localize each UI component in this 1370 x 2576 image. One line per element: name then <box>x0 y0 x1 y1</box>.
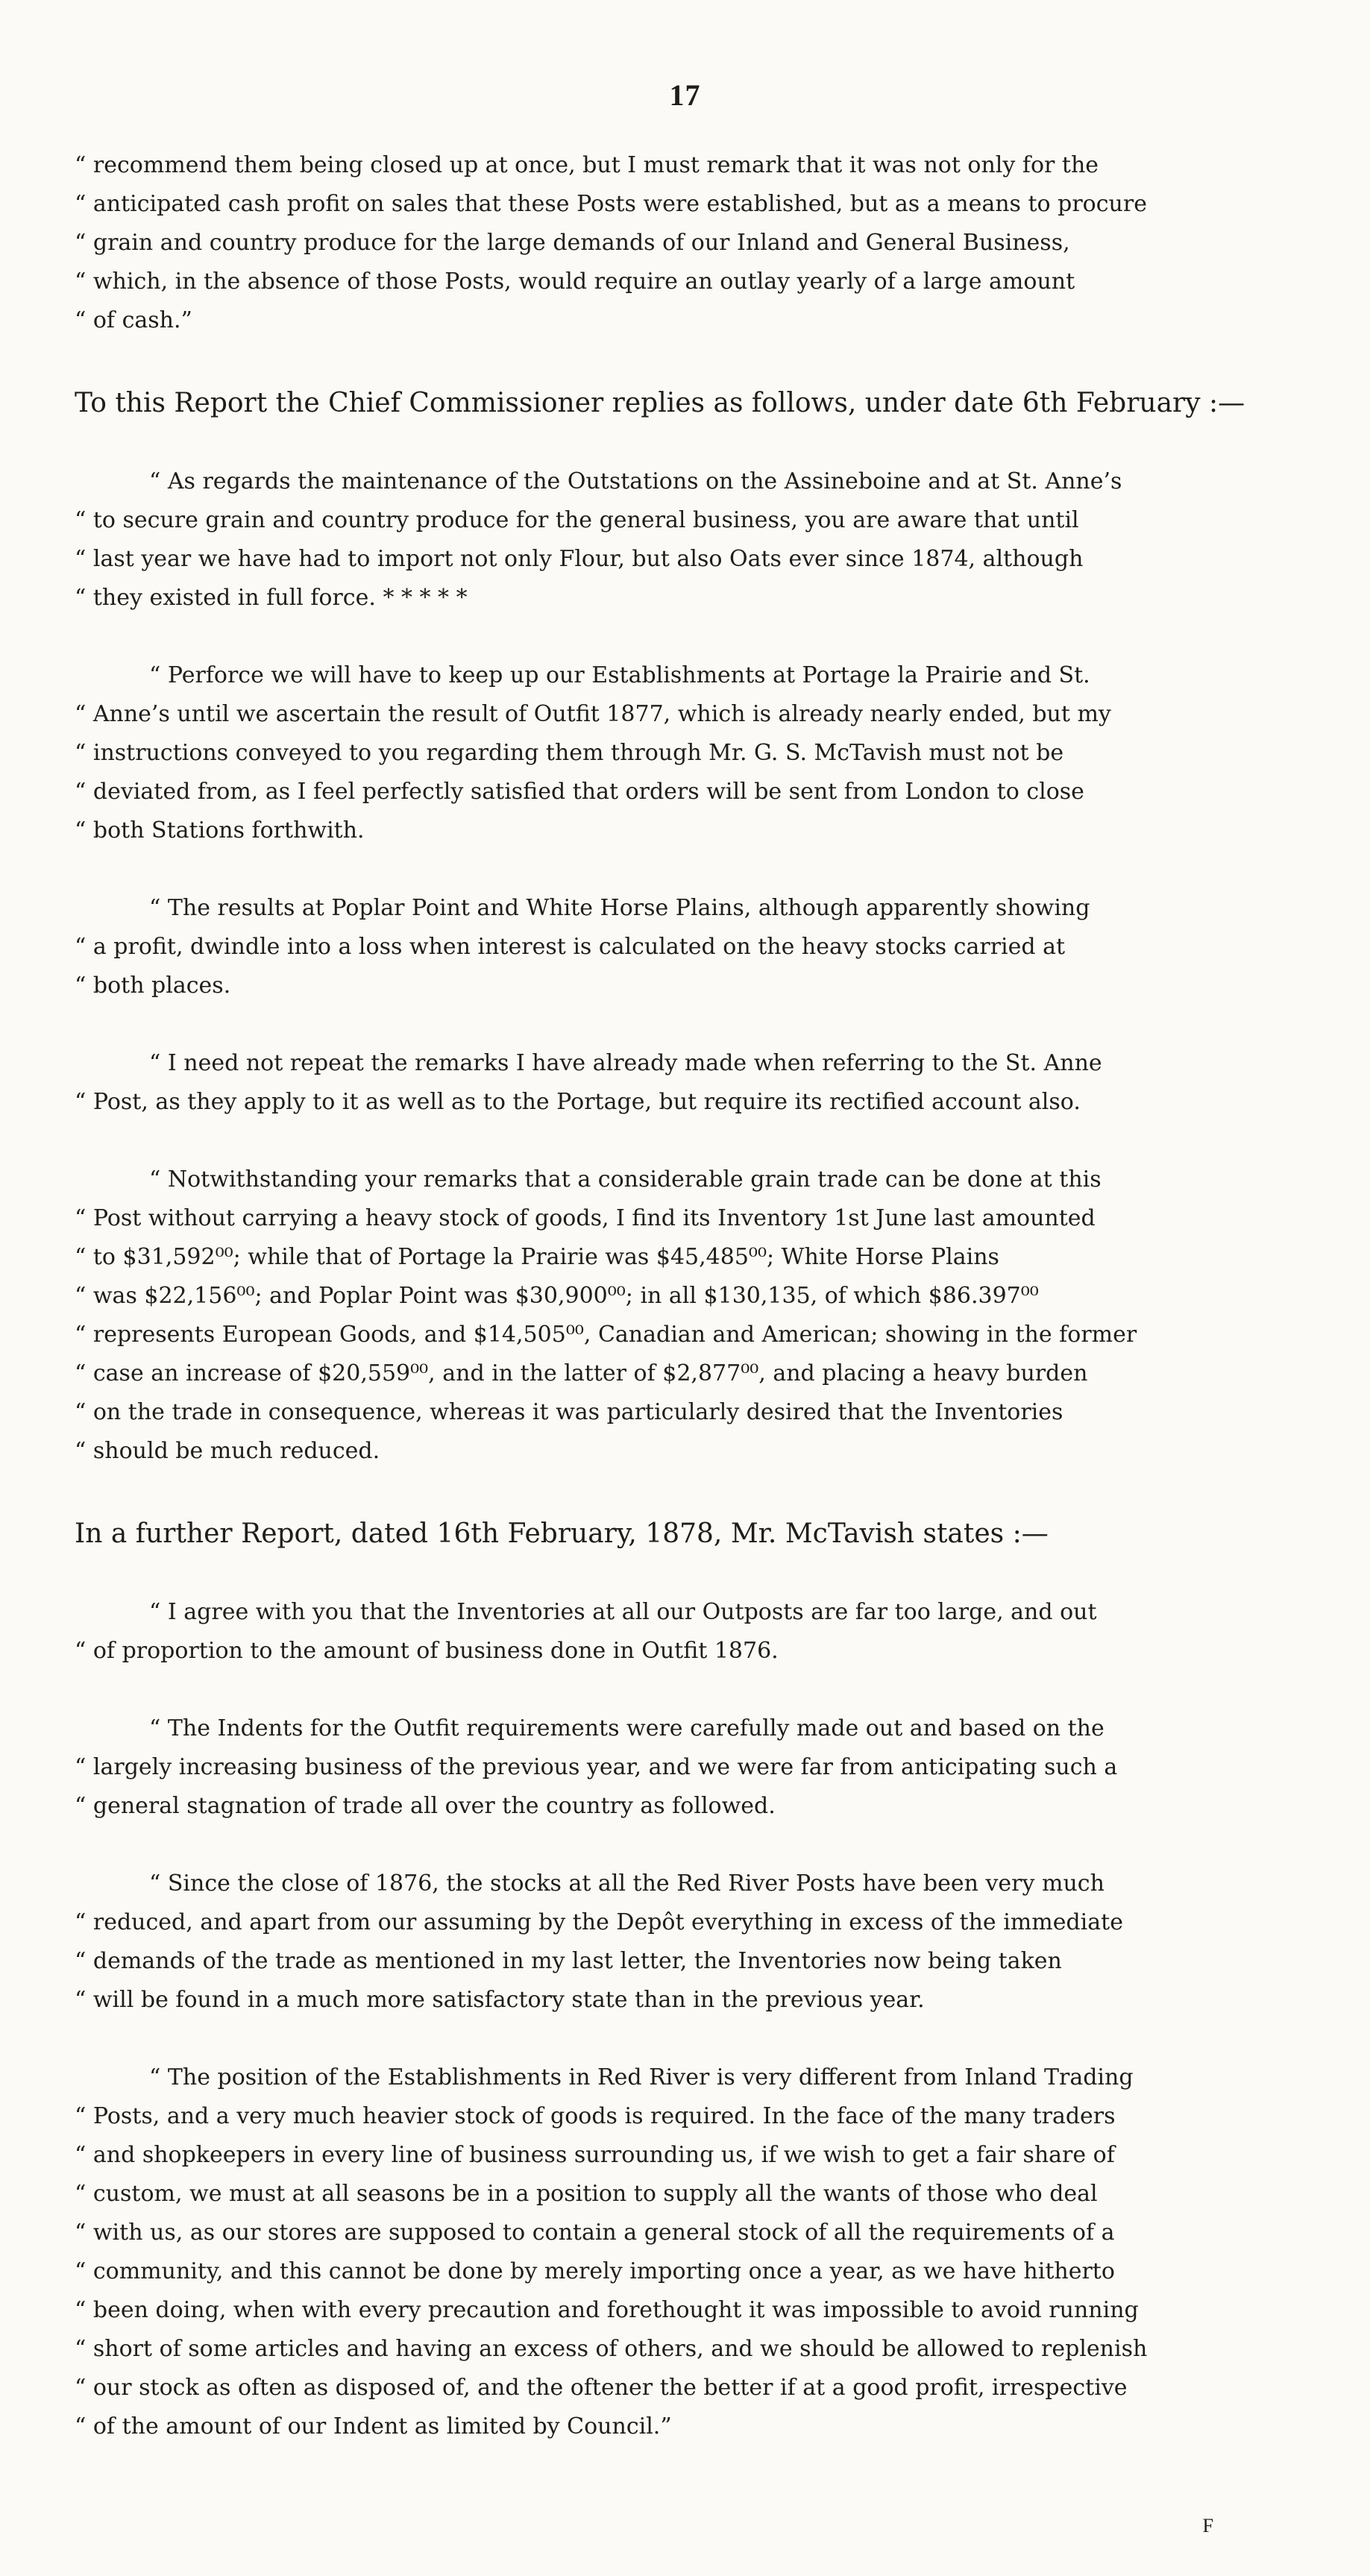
text-line: “ deviated from, as I feel perfectly satisfied that orders will be sent from London to close <box>75 779 1084 805</box>
text-line: “ I agree with you that the Inventories at all our Outposts are far too large, and out <box>149 1599 1097 1625</box>
text-line: “ of proportion to the amount of business done in Outfit 1876. <box>75 1638 779 1664</box>
text-line: “ Anne’s until we ascertain the result of Outfit 1877, which is already nearly ended, but my <box>75 701 1111 727</box>
text-line: “ to $31,592⁰⁰; while that of Portage la Prairie was $45,485⁰⁰; White Horse Plains <box>75 1244 999 1270</box>
quoted-paragraph <box>75 1709 1268 1826</box>
text-line: “ reduced, and apart from our assuming by the Depôt everything in excess of the immediate <box>75 1909 1123 1935</box>
text-line: “ both Stations forthwith. <box>75 817 365 844</box>
text-line: “ which, in the absence of those Posts, would require an outlay yearly of a large amount <box>75 268 1075 295</box>
text-line: “ The Indents for the Outfit requirements were carefully made out and based on the <box>149 1715 1105 1741</box>
text-line: “ and shopkeepers in every line of business surrounding us, if we wish to get a fair share of <box>75 2142 1115 2168</box>
section-heading-further-report: In a further Report, dated 16th February, 1878, Mr. McTavish states :— <box>75 1518 1049 1549</box>
text-line: “ of cash.” <box>75 307 192 333</box>
quoted-paragraph-inventory-figures <box>75 1160 1268 1471</box>
text-line: “ community, and this cannot be done by merely importing once a year, as we have hitherto <box>75 2258 1115 2284</box>
text-line: “ Post without carrying a heavy stock of goods, I find its Inventory 1st June last amounted <box>75 1205 1096 1231</box>
text-line: “ represents European Goods, and $14,505⁰⁰, Canadian and American; showing in the former <box>75 1322 1137 1348</box>
text-line: “ with us, as our stores are supposed to contain a general stock of all the requirements of a <box>75 2220 1115 2246</box>
text-line: “ to secure grain and country produce for the general business, you are aware that until <box>75 507 1079 533</box>
text-line: “ of the amount of our Indent as limited by Council.” <box>75 2413 672 2440</box>
text-line: “ been doing, when with every precaution and forethought it was impossible to avoid running <box>75 2297 1139 2323</box>
quoted-paragraph <box>75 1044 1268 1122</box>
text-line: “ anticipated cash profit on sales that these Posts were established, but as a means to procure <box>75 191 1147 217</box>
text-line: “ our stock as often as disposed of, and the oftener the better if at a good profit, irrespective <box>75 2375 1128 2401</box>
quoted-paragraph-red-river-establishments <box>75 2058 1268 2446</box>
text-line: “ As regards the maintenance of the Outstations on the Assineboine and at St. Anne’s <box>149 468 1122 494</box>
text-line: “ will be found in a much more satisfactory state than in the previous year. <box>75 1987 925 2013</box>
text-line: “ Posts, and a very much heavier stock of goods is required. In the face of the many traders <box>75 2103 1116 2129</box>
text-line: “ Notwithstanding your remarks that a considerable grain trade can be done at this <box>149 1166 1102 1193</box>
text-line: “ Perforce we will have to keep up our Establishments at Portage la Prairie and St. <box>149 662 1090 688</box>
text-line: “ Since the close of 1876, the stocks at all the Red River Posts have been very much <box>149 1870 1105 1897</box>
text-line: “ was $22,156⁰⁰; and Poplar Point was $30,900⁰⁰; in all $130,135, of which $86.397⁰⁰ <box>75 1283 1039 1309</box>
text-line: “ both places. <box>75 973 231 999</box>
text-line: “ case an increase of $20,559⁰⁰, and in the latter of $2,877⁰⁰, and placing a heavy burden <box>75 1360 1088 1386</box>
text-line: “ on the trade in consequence, whereas it was particularly desired that the Inventories <box>75 1399 1063 1425</box>
quoted-paragraph-continuation <box>75 146 1268 340</box>
text-line: “ I need not repeat the remarks I have already made when referring to the St. Anne <box>149 1050 1102 1076</box>
page-body <box>75 146 1268 2446</box>
text-line: “ demands of the trade as mentioned in my last letter, the Inventories now being taken <box>75 1948 1062 1974</box>
text-line: “ The results at Poplar Point and White Horse Plains, although apparently showing <box>149 895 1090 921</box>
text-line: “ last year we have had to import not only Flour, but also Oats ever since 1874, although <box>75 546 1084 572</box>
text-line: “ grain and country produce for the large demands of our Inland and General Business, <box>75 230 1070 256</box>
text-line: “ a profit, dwindle into a loss when interest is calculated on the heavy stocks carried at <box>75 934 1066 960</box>
text-line: “ instructions conveyed to you regarding them through Mr. G. S. McTavish must not be <box>75 740 1064 766</box>
quoted-paragraph <box>75 1593 1268 1671</box>
quoted-paragraph <box>75 462 1268 618</box>
page-number: 17 <box>669 78 701 112</box>
text-line: “ recommend them being closed up at once, but I must remark that it was not only for the <box>75 152 1099 178</box>
quoted-paragraph <box>75 889 1268 1005</box>
text-line: “ general stagnation of trade all over the country as followed. <box>75 1793 776 1819</box>
text-line: “ they existed in full force. * * * * * <box>75 585 468 611</box>
text-line: “ largely increasing business of the previous year, and we were far from anticipating such a <box>75 1754 1118 1780</box>
text-line: “ should be much reduced. <box>75 1438 380 1464</box>
signature-mark: F <box>1202 2515 1213 2536</box>
section-heading-chief-commissioner: To this Report the Chief Commissioner replies as follows, under date 6th February :— <box>75 388 1245 418</box>
text-line: “ Post, as they apply to it as well as to the Portage, but require its rectified account also. <box>75 1089 1081 1115</box>
text-line: “ The position of the Establishments in Red River is very different from Inland Trading <box>149 2064 1134 2090</box>
text-line: “ custom, we must at all seasons be in a position to supply all the wants of those who deal <box>75 2181 1098 2207</box>
text-line: “ short of some articles and having an excess of others, and we should be allowed to replenish <box>75 2336 1148 2362</box>
quoted-paragraph <box>75 656 1268 850</box>
quoted-paragraph <box>75 1865 1268 2020</box>
